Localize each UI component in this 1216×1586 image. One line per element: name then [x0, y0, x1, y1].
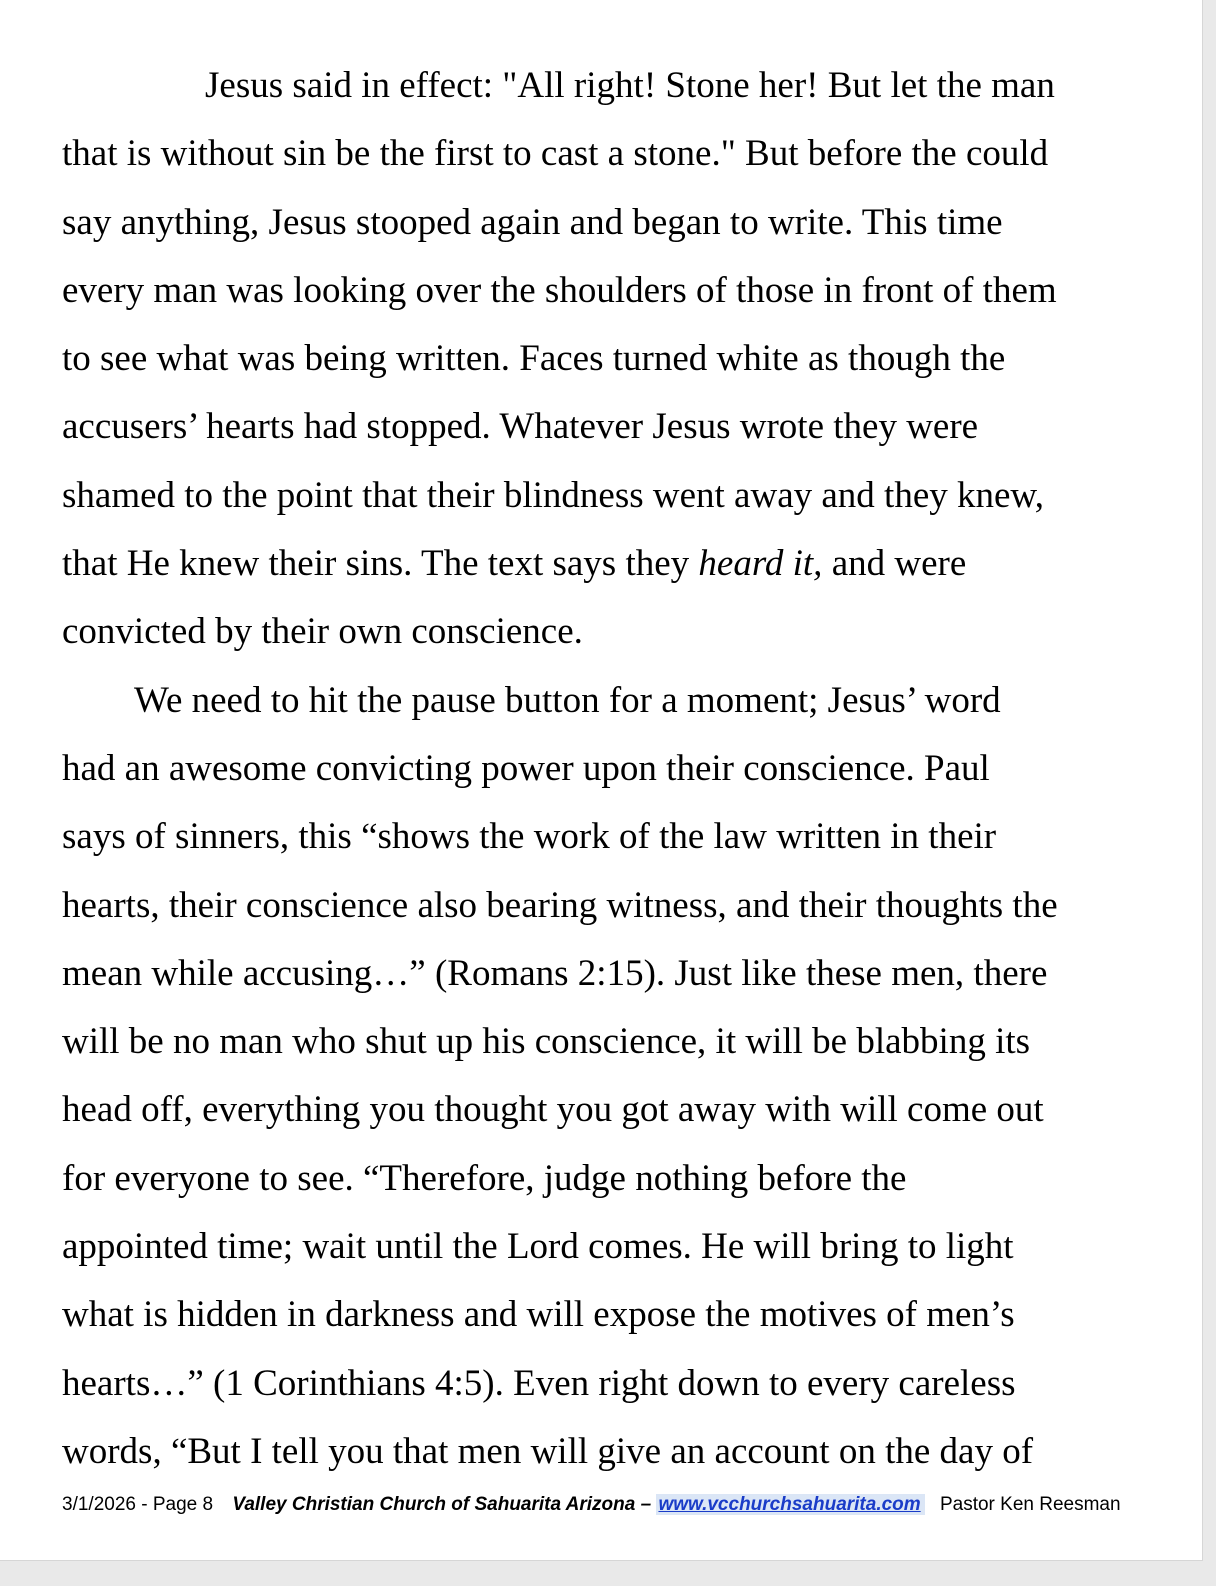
- text-line: hearts, their conscience also bearing witness, and their thoughts the: [62, 884, 1058, 926]
- text-line: say anything, Jesus stooped again and began to write. This time: [62, 201, 1003, 243]
- text-line: had an awesome convicting power upon their conscience. Paul: [62, 747, 990, 789]
- italic-phrase: heard it,: [698, 543, 823, 585]
- text-line: to see what was being written. Faces turned white as though the: [62, 338, 1006, 380]
- text-line: head off, everything you thought you got away with will come out: [62, 1089, 1044, 1131]
- text-line: every man was looking over the shoulders of those in front of them: [62, 269, 1057, 311]
- text-line: Jesus said in effect: "All right! Stone her! But let the man: [205, 65, 1055, 106]
- text-line: words, “But I tell you that men will give an account on the day of: [62, 1430, 1034, 1472]
- text-line: shamed to the point that their blindness went away and they knew,: [62, 474, 1044, 516]
- text-line: for everyone to see. “Therefore, judge nothing before the: [62, 1157, 907, 1199]
- text-line: what is hidden in darkness and will expose the motives of men’s: [62, 1294, 1015, 1336]
- footer-pastor-name: Pastor Ken Reesman: [939, 1494, 1121, 1515]
- footer-date-page: 3/1/2026 - Page 8: [62, 1494, 214, 1515]
- text-line: convicted by their own conscience.: [62, 611, 583, 653]
- text-line: hearts…” (1 Corinthians 4:5). Even right down to every careless: [62, 1362, 1016, 1404]
- text-run: and were: [822, 543, 967, 585]
- text-line: will be no man who shut up his conscience, it will be blabbing its: [62, 1021, 1031, 1063]
- document-body: [62, 52, 1132, 1486]
- text-run: that He knew their sins. The text says they: [62, 543, 699, 585]
- text-line: We need to hit the pause button for a moment; Jesus’ word: [134, 679, 1001, 721]
- text-line: mean while accusing…” (Romans 2:15). Just like these men, there: [62, 952, 1048, 994]
- footer-website-link[interactable]: www.vcchurchsahuarita.com: [656, 1494, 924, 1515]
- text-line: that is without sin be the first to cast a stone." But before the could: [62, 133, 1049, 175]
- text-line: accusers’ hearts had stopped. Whatever Jesus wrote they were: [62, 406, 979, 448]
- page-footer: [62, 1494, 1132, 1516]
- footer-church-name: Valley Christian Church of Sahuarita Arizona –: [232, 1494, 652, 1515]
- text-line: [62, 530, 1132, 598]
- text-line: says of sinners, this “shows the work of the law written in their: [62, 816, 997, 858]
- text-line: appointed time; wait until the Lord comes. He will bring to light: [62, 1226, 1014, 1268]
